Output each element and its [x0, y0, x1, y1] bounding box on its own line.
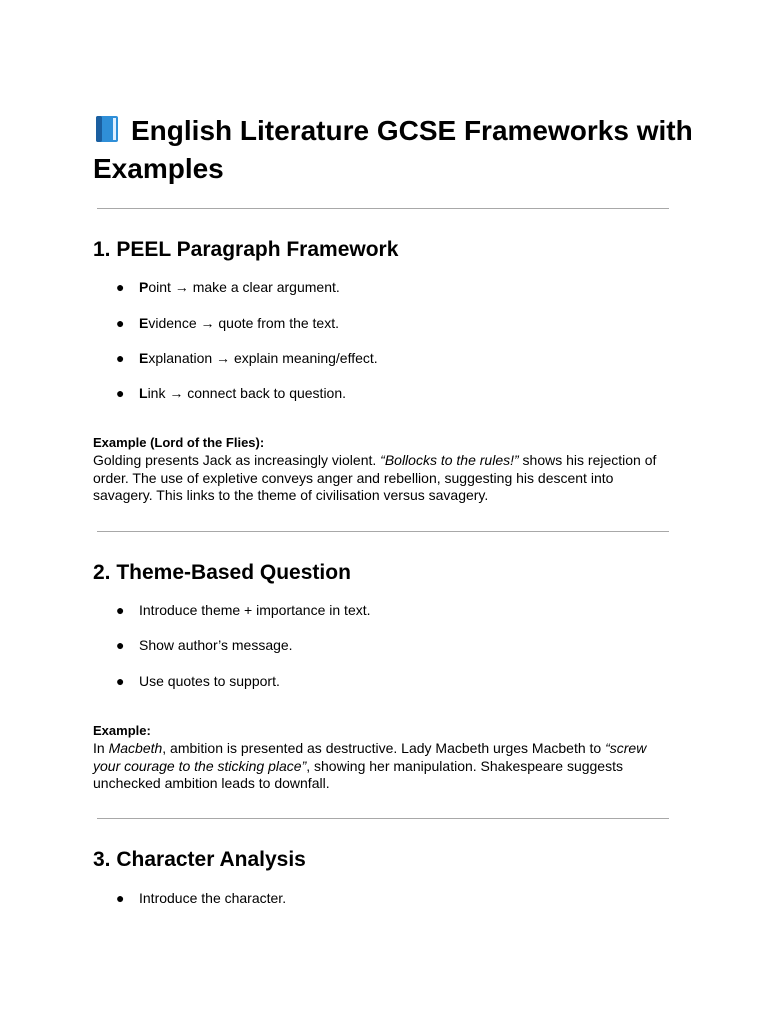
example-text: , ambition is presented as destructive. Lady Macbeth urges Macbeth to	[162, 740, 606, 756]
section-heading-theme: 2. Theme-Based Question	[93, 561, 351, 584]
divider	[97, 531, 669, 532]
bullet-text: Introduce the character.	[139, 890, 287, 906]
bullet-text: Use quotes to support.	[139, 673, 280, 689]
bullet-icon: ●	[116, 350, 125, 366]
example-text: In	[93, 740, 109, 756]
example-text: , showing her manipulation. Shakespeare suggests unchecked ambition leads to downfall.	[93, 757, 623, 791]
example-quote: “Bollocks to the rules!”	[380, 452, 519, 468]
example-paragraph	[93, 740, 673, 793]
example-title: Macbeth	[108, 740, 163, 756]
bullet-icon: ●	[116, 602, 125, 618]
blue-book-icon	[93, 115, 121, 143]
example-label: Example:	[93, 723, 151, 738]
bullet-icon: ●	[116, 385, 125, 401]
example-label: Example (Lord of the Flies):	[93, 435, 265, 450]
bullet-text: xplanation → explain meaning/effect.	[148, 350, 378, 366]
page-title	[93, 112, 693, 188]
bullet-icon: ●	[116, 315, 125, 331]
bullet-text: oint → make a clear argument.	[148, 279, 340, 295]
bullet-icon: ●	[116, 637, 125, 653]
section-heading-character: 3. Character Analysis	[93, 848, 306, 871]
bullet-text: Introduce theme + importance in text.	[139, 602, 371, 618]
bullet-icon: ●	[116, 890, 125, 906]
page-title-text: English Literature GCSE Frameworks with Examples	[93, 115, 693, 184]
example-text: shows his rejection of order. The use of expletive conveys anger and rebellion, suggesting his descent into savagery. This links to the theme of civilisation versus savagery.	[93, 452, 657, 503]
section-heading-peel: 1. PEEL Paragraph Framework	[93, 238, 399, 261]
bullet-lead: P	[139, 279, 149, 295]
bullet-icon: ●	[116, 673, 125, 689]
bullet-text: vidence → quote from the text.	[148, 315, 339, 331]
bullet-text: ink → connect back to question.	[147, 385, 347, 401]
divider	[97, 818, 669, 819]
example-quote: “screw your courage to the sticking place”	[93, 740, 647, 774]
example-text: Golding presents Jack as increasingly violent.	[93, 452, 381, 468]
bullet-text: Show author’s message.	[139, 637, 293, 653]
bullet-lead: L	[139, 385, 148, 401]
divider	[97, 208, 669, 209]
bullet-icon: ●	[116, 279, 125, 295]
example-paragraph	[93, 452, 673, 505]
bullet-lead: E	[139, 315, 149, 331]
bullet-lead: E	[139, 350, 149, 366]
